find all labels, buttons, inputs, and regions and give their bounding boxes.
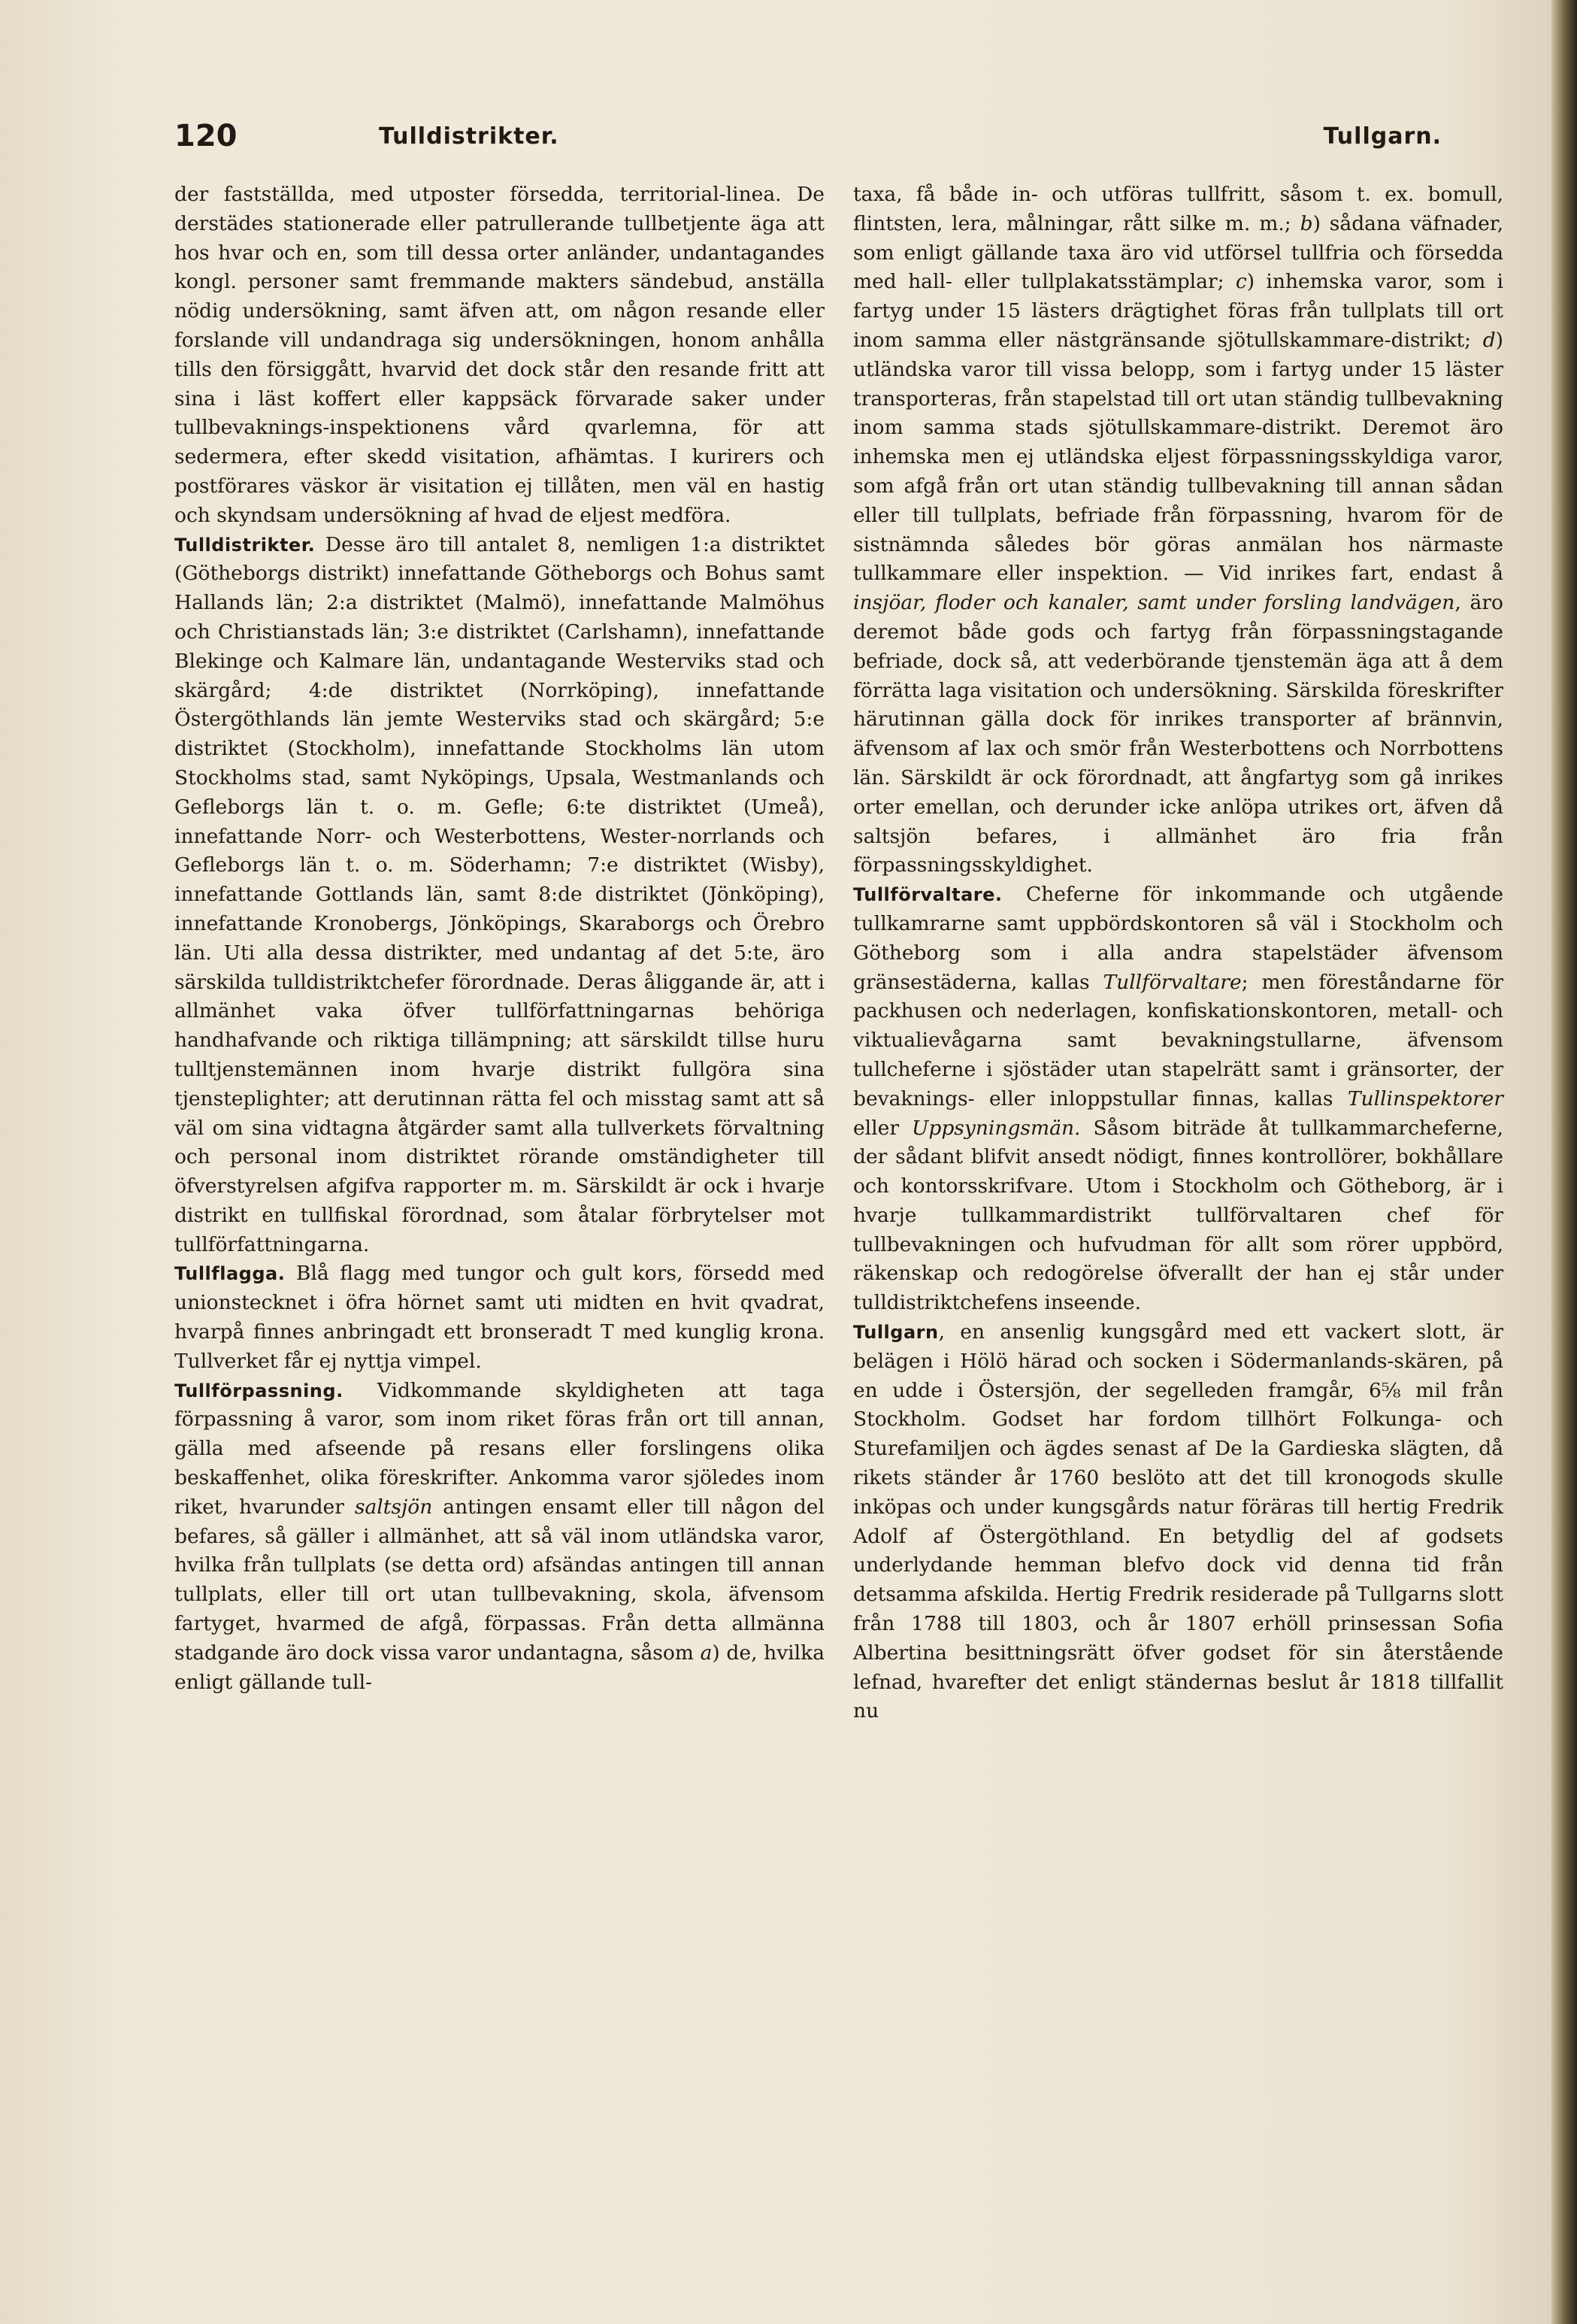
entry-text: , en ansenlig kungsgård med ett vackert slott, är belägen i Hölö härad och socken i Södermanlands-skären, på en udde i Östersjön, der segelleden framgår, 6⅝ mil från Stockholm. Godset har fordom tillhört Folkunga- och Sturefamiljen och ägdes senast af De la Gardieska slägten, då rikets ständer år 1760 beslöto att det till kronogods skulle inköpas och under kungsgårds natur föräras till hertig Fredrik Adolf af Östergöthland. En betydlig del af godsets underlydande hemman blefvo dock vid denna tid från detsamma afskilda. Hertig Fredrik residerade på Tullgarns slott från 1788 till 1803, och år 1807 erhöll prinsessan Sofia Albertina besittningsrätt öfver godset för sin återstående lefnad, hvarefter det enligt ständernas beslut år 1818 tillfallit nu — [853, 1320, 1503, 1723]
entry-tullforpassning — [174, 1377, 825, 1698]
italic-text: d — [1482, 328, 1496, 352]
entry-tullgarn — [853, 1318, 1503, 1726]
italic-text: Uppsyningsmän — [912, 1116, 1075, 1140]
entry-text: ) utländska varor till vissa belopp, som i fartyg under 15 läster transporteras, från stapelstad till ort utan ständig tullbevakning inom samma stads sjötullskammare-distrikt. Deremot äro inhemska men ej utländska eljest förpassningsskyldiga varor, som afgå från ort utan ständig tullbevakning till annan sådan eller till tullplats, befriade från förpassning, hvarom för de sistnämnda således bör göras anmälan hos närmaste tullkammare eller inspektion. — Vid inrikes fart, endast å — [853, 328, 1503, 586]
italic-text: b — [1300, 211, 1313, 235]
italic-text: insjöar, floder och kanaler, samt under forsling landvägen — [853, 591, 1455, 615]
headword-tullgarn: Tullgarn — [853, 1322, 939, 1344]
entry-text: taxa, få både in- och utföras tullfritt, såsom t. ex. bomull, flintsten, lera, målningar, rått silke m. m.; — [853, 183, 1503, 235]
italic-text: saltsjön — [354, 1495, 433, 1519]
running-head-right: Tullgarn. — [1323, 123, 1442, 150]
entry-text: . Såsom biträde åt tullkammarcheferne, der sådant blifvit ansedt nödigt, finnes kontrollörer, bokhållare och kontorsskrifvare. Utom i Stockholm och Götheborg, är i hvarje tullkammardistrikt tullförvaltaren chef för tullbevakningen och hufvudman för allt som rörer uppbörd, räkenskap och redogörelse öfverallt der han ej står under tulldistriktchefens inseende. — [853, 1116, 1503, 1315]
italic-text: c — [1235, 270, 1247, 294]
entry-text: ) sådana väfnader, som enligt gällande taxa äro vid utförsel tullfria och försedda med hall- eller tullplakatsstämplar; — [853, 211, 1503, 294]
entry-text: Blå flagg med tungor och gult kors, försedd med unionstecknet i öfra hörnet samt uti midten en hvit qvadrat, hvarpå finnes anbringadt ett bronseradt T med kunglig krona. Tullverket får ej nyttja vimpel. — [174, 1262, 825, 1373]
entry-tullflagga — [174, 1259, 825, 1376]
italic-text: a — [700, 1641, 713, 1665]
entry-tullforvaltare — [853, 880, 1503, 1318]
page-number: 120 — [174, 119, 238, 153]
entry-text: Cheferne för inkommande och utgående tullkamrarne samt uppbördskontoren så väl i Stockholm och Götheborg som i alla andra stapelstäder äfvensom gränsestäderna, kallas — [853, 883, 1503, 994]
entry-tulldistrikter — [174, 531, 825, 1260]
page-edge-shadow — [1551, 0, 1577, 2324]
headword-tullforvaltare: Tullförvaltare. — [853, 884, 1003, 906]
running-head-left: Tulldistrikter. — [379, 123, 559, 150]
headword-tullflagga: Tullflagga. — [174, 1263, 286, 1285]
entry-text: Vidkommande skyldigheten att taga förpassning å varor, som inom riket föras från ort till annan, gälla med afseende på resans eller forslingens olika beskaffenhet, olika föreskrifter. Ankomma varor sjöledes inom riket, hvarunder — [174, 1378, 825, 1519]
headword-tullforpassning: Tullförpassning. — [174, 1380, 344, 1401]
headword-tulldistrikter: Tulldistrikter. — [174, 534, 316, 556]
italic-text: Tullinspektorer — [1347, 1086, 1503, 1110]
entry-text: antingen ensamt eller till någon del befares, så gäller i allmänhet, att så väl inom utländska varor, hvilka från tullplats (se detta ord) afsändas antingen till annan tullplats, eller till ort utan tullbevakning, skola, äfvensom fartyget, hvarmed de afgå, förpassas. Från detta allmänna stadgande äro dock vissa varor undantagna, såsom — [174, 1495, 825, 1665]
entry-text: ; men föreståndarne för packhusen och nederlagen, konfiskationskontoren, metall- och viktualievågarna samt bevakningstullarne, äfvensom tullcheferne i sjöstäder utan stapelrätt samt i gränsorter, der bevaknings- eller inloppstullar finnas, kallas — [853, 970, 1503, 1110]
entry-text: ) de, hvilka enligt gällande tull- — [174, 1641, 825, 1694]
italic-text: Tullförvaltare — [1103, 970, 1242, 994]
entry-text: ) inhemska varor, som i fartyg under 15 lästers drägtighet föras från tullplats till ort inom samma eller nästgränsande sjötullskammare-distrikt; — [853, 270, 1503, 352]
paragraph-territorial-linea: der fastställda, med utposter försedda, territorial-linea. De derstädes stationerade eller patrullerande tullbetjente äga att hos hvar och en, som till dessa orter anländer, undantagandes kongl. personer samt fremmande makters sändebud, anställa nödig undersökning, samt äfven att, om någon resande eller forslande vill undandraga sig undersökningen, honom anhålla tills den försiggått, hvarvid det dock står den resande fritt att sina i läst koffert eller kappsäck förvarade saker under tullbevaknings-inspektionens vård qvarlemna, för att sedermera, efter skedd visitation, afhämtas. I kurirers och postförares väskor är visitation ej tillåten, men väl en hastig och skyndsam undersökning af hvad de eljest medföra. — [174, 183, 825, 527]
right-column — [853, 180, 1503, 1726]
page-header — [174, 119, 1488, 164]
left-column — [174, 180, 825, 1697]
entry-text: Desse äro till antalet 8, nemligen 1:a distriktet (Götheborgs distrikt) innefattande Götheborgs och Bohus samt Hallands län; 2:a distriktet (Malmö), innefattande Malmöhus och Christianstads län; 3:e distriktet (Carlshamn), innefattande Blekinge och Kalmare län, undantagande Westerviks stad och skärgård; 4:de distriktet (Norrköping), innefattande Östergöthlands län jemte Westerviks stad och skärgård; 5:e distriktet (Stockholm), innefattande Stockholms län utom Stockholms stad, samt Nyköpings, Upsala, Westmanlands och Gefleborgs län t. o. m. Gefle; 6:te distriktet (Umeå), innefattande Norr- och Westerbottens, Wester-norrlands och Gefleborgs län t. o. m. Söderhamn; 7:e distriktet (Wisby), innefattande Gottlands län, samt 8:de distriktet (Jönköping), innefattande Kronobergs, Jönköpings, Skaraborgs och Örebro län. Uti alla dessa distrikter, med undantag af det 5:te, äro särskilda tulldistriktchefer förordnade. Deras åliggande är, att i allmänhet vaka öfver tullförfattningarnas behöriga handhafvande och riktiga tillämpning; att särskildt tillse huru tulltjenstemännen inom hvarje distrikt fullgöra sina tjensteplighter; att derutinnan rätta fel och misstag samt att så väl om sina vidtagna åtgärder samt alla tullverkets förvaltning och personal inom distriktet rörande omständigheter till öfverstyrelsen afgifva rapporter m. m. Särskildt är ock i hvarje distrikt en tullfiskal förordnad, som åtalar förbrytelser mot tullförfattningarna. — [174, 532, 825, 1256]
entry-text: eller — [853, 1116, 899, 1140]
paragraph-continuation — [853, 180, 1503, 880]
entry-text: , äro deremot både gods och fartyg från förpassningstagande befriade, dock så, att vederbörande tjenstemän äga att å dem förrätta laga visitation och undersökning. Särskilda föreskrifter härutinnan gälla dock för inrikes transporter af brännvin, äfvensom af lax och smör från Westerbottens och Norrbottens län. Särskildt är ock förordnadt, att ångfartyg som gå inrikes orter emellan, och derunder icke anlöpa utrikes ort, äfven då saltsjön befares, i allmänhet äro fria från förpassningsskyldighet. — [853, 591, 1503, 877]
